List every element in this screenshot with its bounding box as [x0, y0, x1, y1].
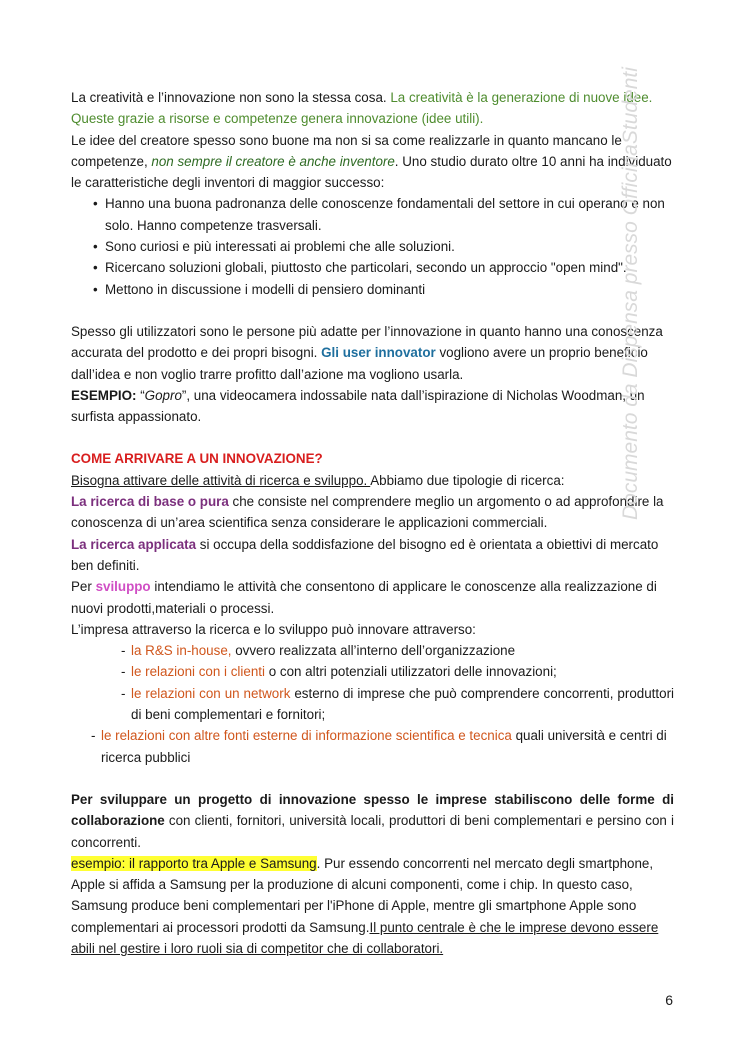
paragraph-development: Per sviluppo intendiamo le attività che consentono di applicare le conoscenze alla realizzazione di nuovi prodotti,materiali o processi.: [71, 579, 657, 616]
list-item: - la R&S in-house, ovvero realizzata all’interno dell’organizzazione: [71, 640, 674, 661]
term-user-innovator: Gli user innovator: [321, 345, 436, 361]
list-item: - le relazioni con i clienti o con altri potenziali utilizzatori delle innovazioni;: [71, 661, 674, 682]
paragraph-applied-research: La ricerca applicata si occupa della soddisfazione del bisogno ed è orientata a obiettivi di mercato ben definiti.: [71, 536, 659, 573]
innovation-sources-list: [71, 640, 674, 768]
section-heading: COME ARRIVARE A UN INNOVAZIONE?: [71, 451, 323, 467]
paragraph-creator: [71, 130, 674, 194]
highlight-text: La creatività è la generazione di nuove idee. Queste grazie a risorse e competenze genera innovazione (idee utili).: [71, 90, 653, 127]
term-basic-research: La ricerca di base o pura: [71, 494, 229, 510]
inventor-traits-list: [71, 193, 674, 299]
paragraph-innovation-sources: L’impresa attraverso la ricerca e lo sviluppo può innovare attraverso:: [71, 621, 476, 637]
list-item: • Ricercano soluzioni globali, piuttosto che particolari, secondo un approccio "open mind".: [71, 257, 674, 278]
example-label: ESEMPIO:: [71, 387, 137, 403]
underlined-conclusion: Il punto centrale è che le imprese devono essere abili nel gestire i loro ruoli sia di competitor che di collaboratori.: [71, 919, 659, 956]
paragraph-user-innovator: Spesso gli utilizzatori sono le persone più adatte per l’innovazione in quanto hanno una conoscenza accurata del prodotto e dei propri bisogni. Gli user innovator vogliono avere un proprio beneficio dall’idea e non voglio trarre profitto dall’azione ma vogliono usarla.: [71, 323, 663, 382]
term-development: sviluppo: [95, 579, 151, 595]
list-item: • Mettono in discussione i modelli di pensiero dominanti: [71, 279, 674, 300]
watermark: Documento da Dispensa presso OfficinaStudenti: [619, 67, 642, 520]
text: Le idee del creatore spesso sono buone ma non si sa come realizzarle in quanto mancano le competenze,: [71, 132, 622, 169]
list-item: • Sono curiosi e più interessati ai problemi che alle soluzioni.: [71, 236, 674, 257]
list-item: - le relazioni con un network esterno di imprese che può comprendere concorrenti, produttori di beni complementari e fornitori;: [71, 683, 674, 726]
italic-text: non sempre il creatore è anche inventore: [151, 153, 395, 169]
text: . Uno studio durato oltre 10 anni ha individuato le caratteristiche degli inventori di maggior successo:: [71, 153, 672, 191]
paragraph-example-apple-samsung: esempio: il rapporto tra Apple e Samsung. Pur essendo concorrenti nel mercato degli smartphone, Apple si affida a Samsung per la produzione di alcuni componenti, come i chip. In questo caso, Samsung produce beni complementari per l'iPhone di Apple, mentre gli smartphone Apple sono complementari ai processori prodotti da Samsung.Il punto centrale è che le imprese devono essere abili nel gestire i loro ruoli sia di competitor che di collaboratori.: [71, 855, 659, 956]
highlighted-example-label: esempio: il rapporto tra Apple e Samsung: [71, 855, 317, 871]
paragraph-creativity: [71, 87, 674, 130]
list-item: - le relazioni con altre fonti esterne di informazione scientifica e tecnica quali università e centri di ricerca pubblici: [71, 725, 674, 768]
document-body: [71, 87, 674, 959]
paragraph-example-gopro: ESEMPIO: “Gopro”, una videocamera indossabile nata dall’ispirazione di Nicholas Woodman, un surfista appassionato.: [71, 387, 645, 425]
paragraph-collaboration: Per sviluppare un progetto di innovazione spesso le imprese stabiliscono delle forme di collaborazione con clienti, fornitori, università locali, produttori di beni complementari e persino con i concorrenti.: [71, 791, 674, 850]
paragraph-basic-research: La ricerca di base o pura che consiste nel comprendere meglio un argomento o ad approfondire la conoscenza di un’area scientifica senza considerare le applicazioni commerciali.: [71, 494, 664, 531]
list-item: • Hanno una buona padronanza delle conoscenze fondamentali del settore in cui operano e non solo. Hanno competenze trasversali.: [71, 193, 674, 236]
paragraph-rd: Bisogna attivare delle attività di ricerca e sviluppo. Abbiamo due tipologie di ricerca:: [71, 472, 565, 488]
term-applied-research: La ricerca applicata: [71, 536, 197, 552]
page-number: 6: [665, 992, 673, 1008]
text: La creatività e l’innovazione non sono la stessa cosa.: [71, 90, 391, 105]
